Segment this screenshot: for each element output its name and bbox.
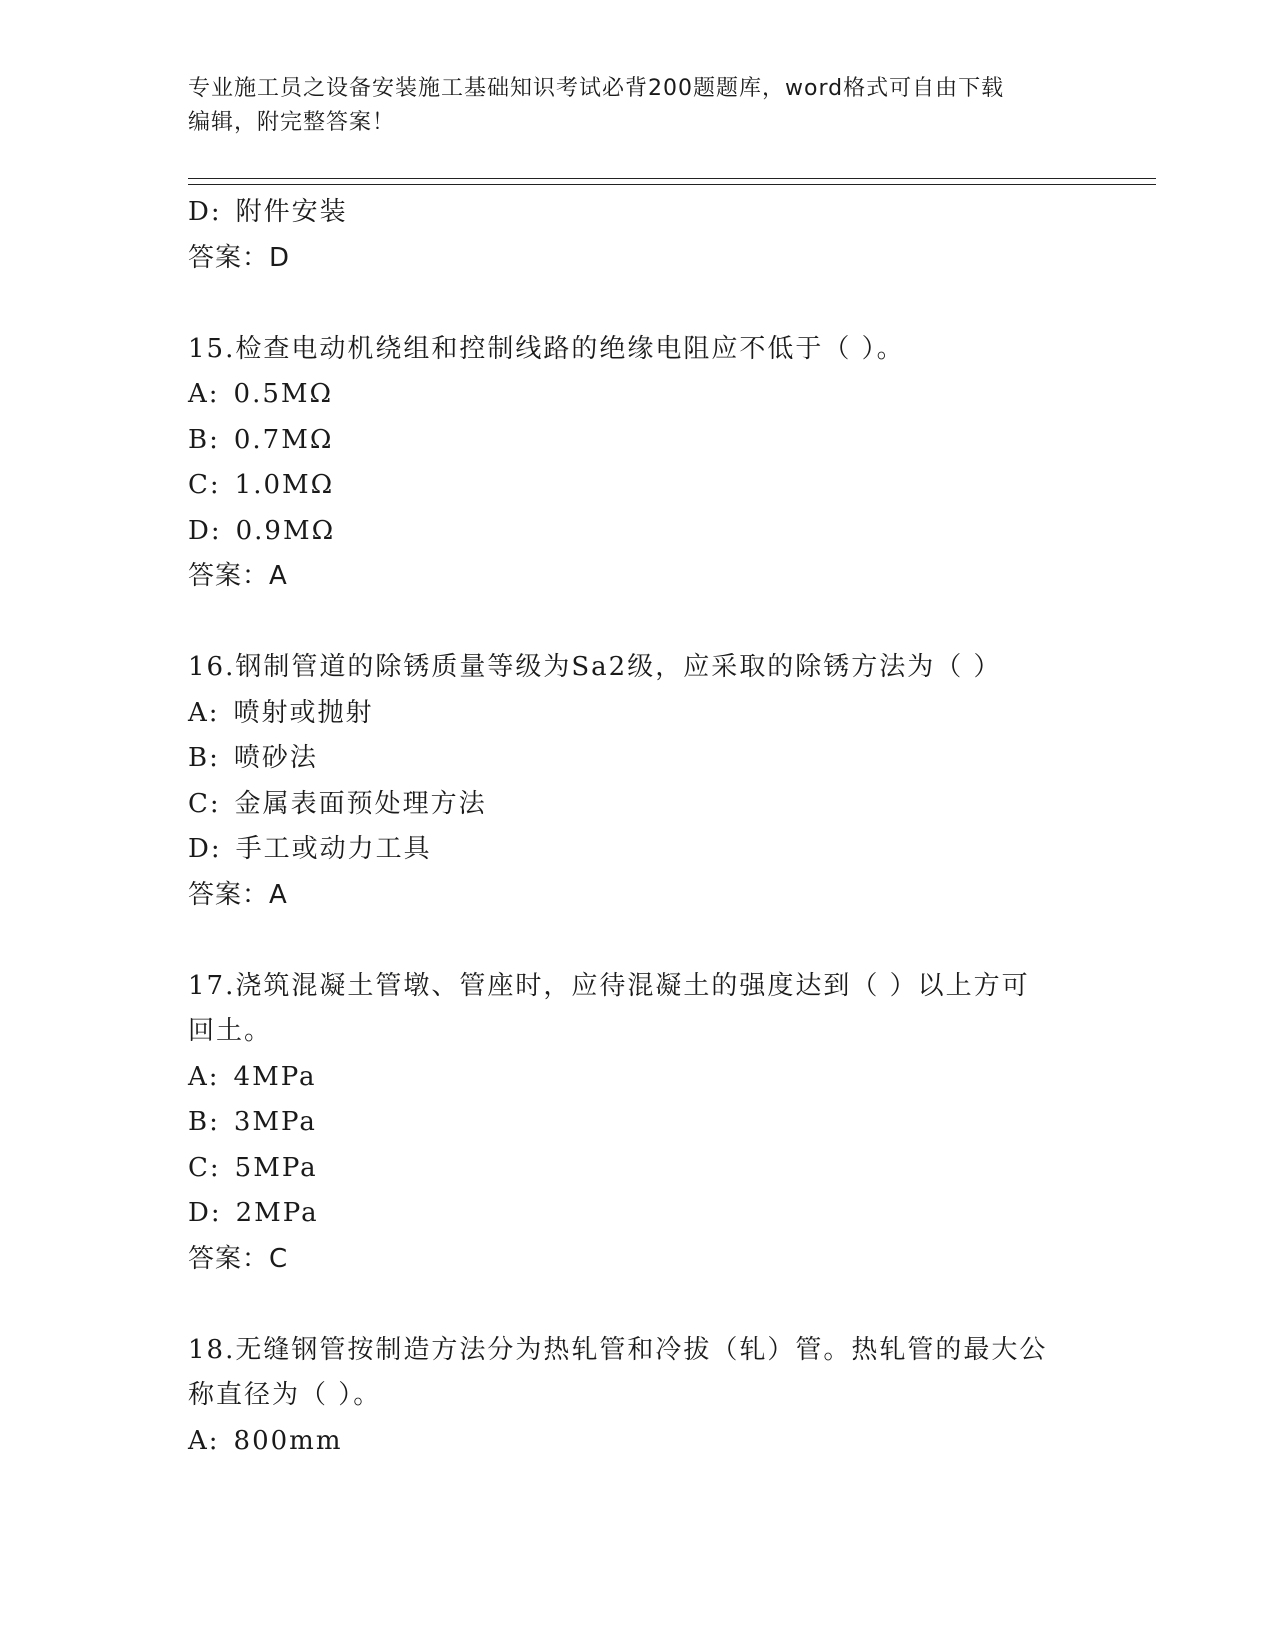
header-divider-bottom [188,184,1156,185]
question-18-option-a [188,1419,1108,1465]
option-text: 附件安装 [235,197,348,227]
document-header [188,72,1088,140]
question-17-option-b [188,1100,1108,1146]
option-text: 5MPa [234,1152,318,1183]
question-15-option-d [188,509,1108,555]
option-text: 0.5MΩ [233,379,334,409]
header-title-line-2: 编辑，附完整答案！ [188,110,396,135]
option-text: 4MPa [233,1061,317,1092]
option-text: 800mm [233,1425,343,1456]
option-letter: A: [188,1061,220,1092]
option-letter: C: [188,788,221,819]
answer-line: 答案：D [188,242,291,273]
option-text: 手工或动力工具 [235,834,432,864]
option-d [188,190,1108,236]
option-letter: D: [188,197,222,227]
option-letter: B: [188,424,220,455]
question-17-answer: 答案：C [188,1243,289,1274]
option-letter: A: [188,1425,220,1456]
question-18-stem-line-1: 18.无缝钢管按制造方法分为热轧管和冷拔（轧）管。热轧管的最大公 [188,1334,1048,1365]
header-title-line-1: 专业施工员之设备安装施工基础知识考试必背200题题库，word格式可自由下载 [188,76,1005,101]
option-letter: D: [188,834,222,864]
question-16-option-c [188,782,1108,828]
option-text: 喷砂法 [233,743,318,773]
option-letter: C: [188,470,221,500]
option-text: 0.7MΩ [233,424,334,455]
option-text: 3MPa [233,1107,317,1137]
option-text: 喷射或抛射 [233,697,374,728]
option-letter: A: [188,697,220,728]
question-17-option-c [188,1146,1108,1192]
option-text: 1.0MΩ [234,470,335,500]
option-letter: B: [188,1107,220,1137]
option-letter: B: [188,743,220,773]
question-17-option-d [188,1191,1108,1237]
option-text: 0.9MΩ [235,515,336,546]
question-15-option-a [188,372,1108,418]
question-16-answer: 答案：A [188,879,288,910]
header-divider-top [188,178,1156,179]
question-content [188,190,1108,1464]
question-16-option-a [188,691,1108,737]
question-17-stem-line-2: 回土。 [188,1016,273,1046]
option-letter: D: [188,1198,222,1228]
question-15-answer: 答案：A [188,561,288,591]
question-15-option-c [188,463,1108,509]
question-17-stem-line-1: 17.浇筑混凝土管墩、管座时，应待混凝土的强度达到（ ）以上方可 [188,970,1030,1001]
option-letter: D: [188,515,222,546]
question-15-option-b [188,418,1108,464]
question-16-option-d [188,827,1108,873]
question-17-option-a [188,1055,1108,1101]
option-letter: C: [188,1152,221,1183]
question-18-stem-line-2: 称直径为（ ）。 [188,1380,382,1410]
question-16-option-b [188,736,1108,782]
option-text: 金属表面预处理方法 [234,788,487,819]
option-text: 2MPa [235,1198,319,1228]
option-letter: A: [188,379,220,409]
question-16-stem: 16.钢制管道的除锈质量等级为Sa2级，应采取的除锈方法为（ ） [188,652,1002,682]
question-15-stem: 15.检查电动机绕组和控制线路的绝缘电阻应不低于（ ）。 [188,333,905,364]
